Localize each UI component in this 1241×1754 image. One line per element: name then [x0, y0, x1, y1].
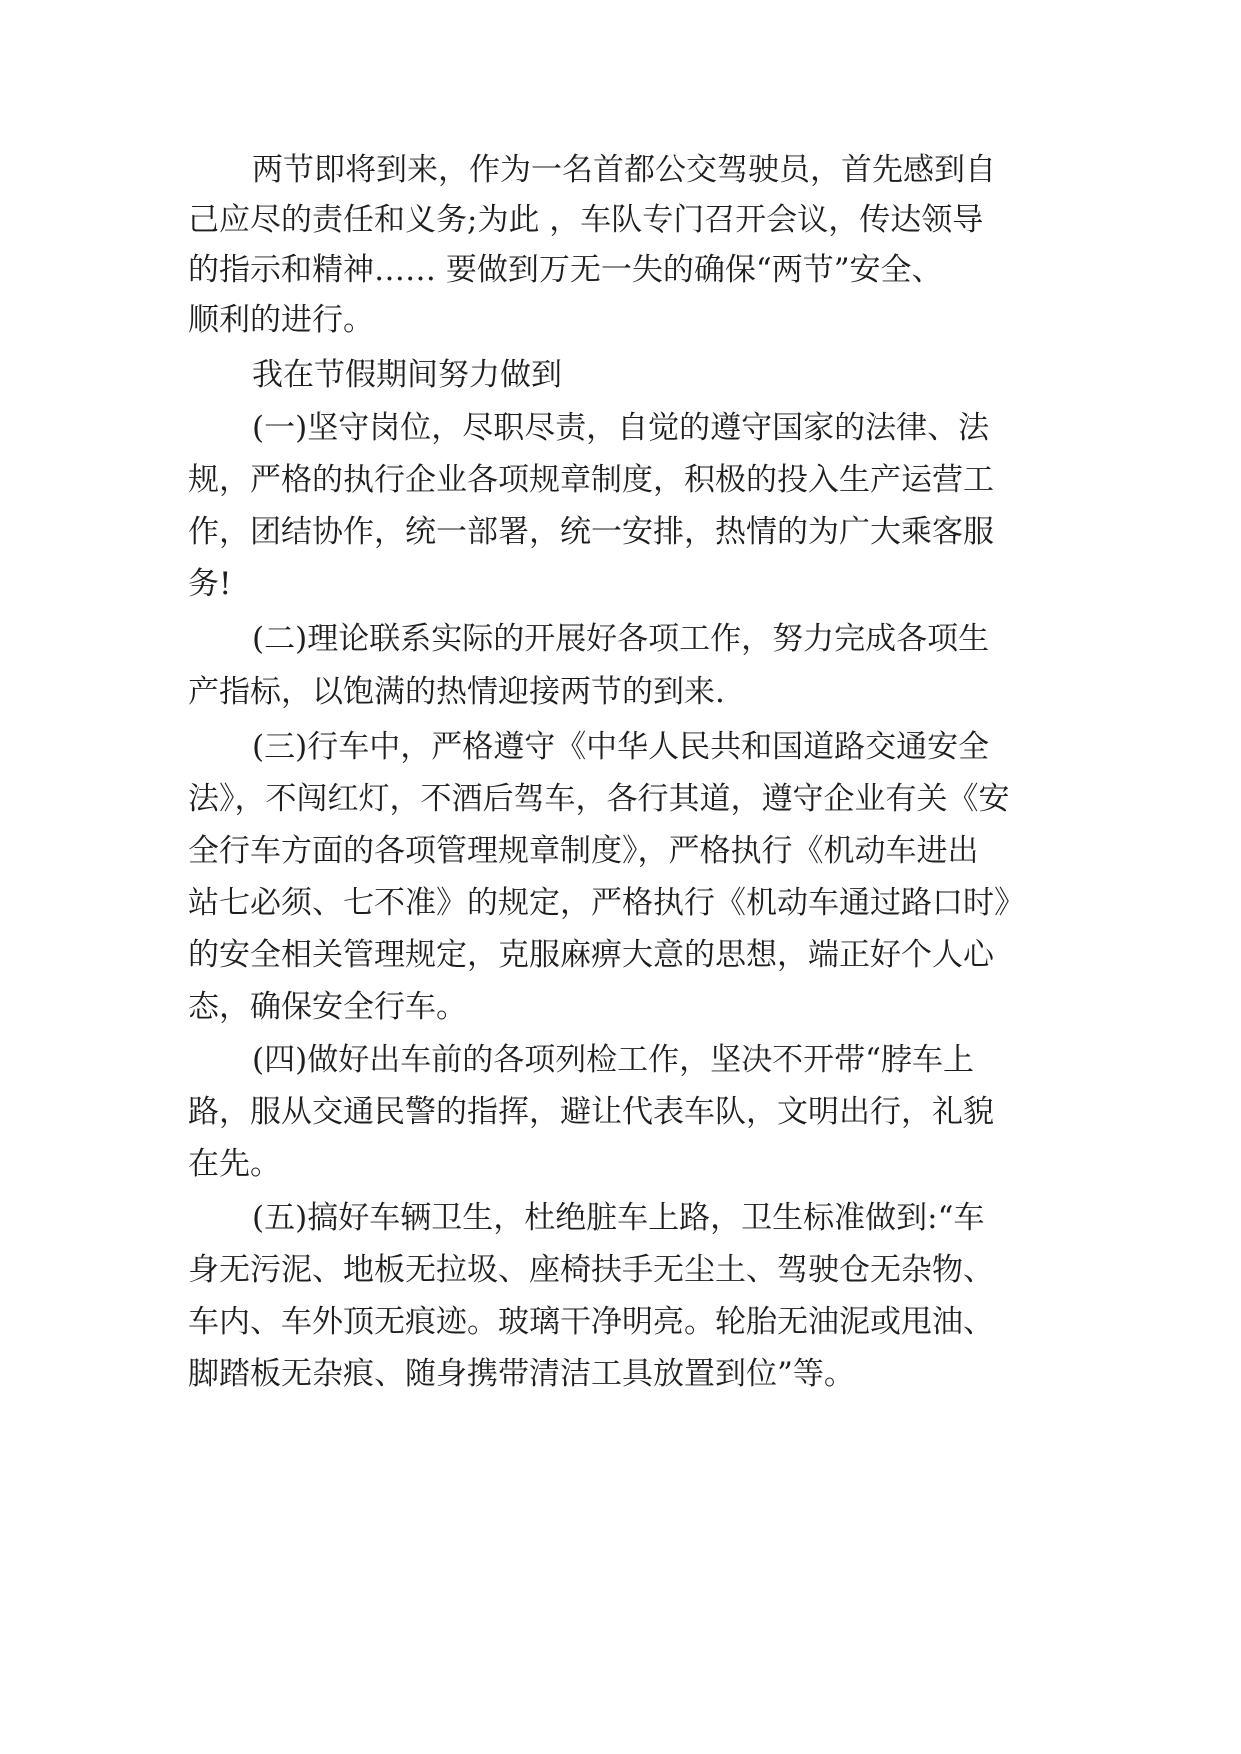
paragraph-line: 产指标，以饱满的热情迎接两节的到来.	[188, 674, 725, 710]
paragraph-line: 脚踏板无杂痕、随身携带清洁工具放置到位”等。	[188, 1356, 855, 1392]
paragraph-line: (四)做好出车前的各项列检工作，坚决不开带“脖车上	[252, 1042, 975, 1078]
paragraph-line: 顺利的进行。	[188, 302, 374, 338]
paragraph-line: 站七必须、七不准》的规定，严格执行《机动车通过路口时》	[188, 885, 1025, 921]
paragraph-line: 的安全相关管理规定，克服麻痹大意的思想，端正好个人心	[188, 937, 994, 973]
paragraph-line: (一)坚守岗位，尽职尽责，自觉的遵守国家的法律、法	[252, 410, 990, 446]
paragraph-line: (二)理论联系实际的开展好各项工作，努力完成各项生	[252, 621, 990, 657]
paragraph-line: 两节即将到来，作为一名首都公交驾驶员，首先感到自	[252, 152, 996, 188]
paragraph-line: (三)行车中，严格遵守《中华人民共和国道路交通安全	[252, 729, 990, 765]
paragraph-line: 己应尽的责任和义务;为此 ，车队专门召开会议，传达领导	[188, 202, 984, 238]
paragraph-line: 作，团结协作，统一部署，统一安排，热情的为广大乘客服	[188, 514, 994, 550]
paragraph-line: (五)搞好车辆卫生，杜绝脏车上路，卫生标准做到:“车	[252, 1200, 985, 1236]
paragraph-line: 身无污泥、地板无拉圾、座椅扶手无尘土、驾驶仓无杂物、	[188, 1252, 994, 1288]
paragraph-line: 我在节假期间努力做到	[252, 357, 562, 393]
paragraph-line: 态，确保安全行车。	[188, 989, 467, 1025]
paragraph-line: 在先。	[188, 1146, 281, 1182]
paragraph-line: 路，服从交通民警的指挥，避让代表车队，文明出行，礼貌	[188, 1094, 994, 1130]
paragraph-line: 法》，不闯红灯，不酒后驾车，各行其道，遵守企业有关《安	[188, 781, 1010, 817]
paragraph-line: 全行车方面的各项管理规章制度》，严格执行《机动车进出	[188, 833, 979, 869]
paragraph-line: 的指示和精神…… 要做到万无一失的确保“两节”安全、	[188, 252, 943, 288]
paragraph-line: 务!	[188, 566, 232, 602]
paragraph-line: 车内、车外顶无痕迹。玻璃干净明亮。轮胎无油泥或甩油、	[188, 1304, 994, 1340]
paragraph-line: 规，严格的执行企业各项规章制度，积极的投入生产运营工	[188, 462, 994, 498]
